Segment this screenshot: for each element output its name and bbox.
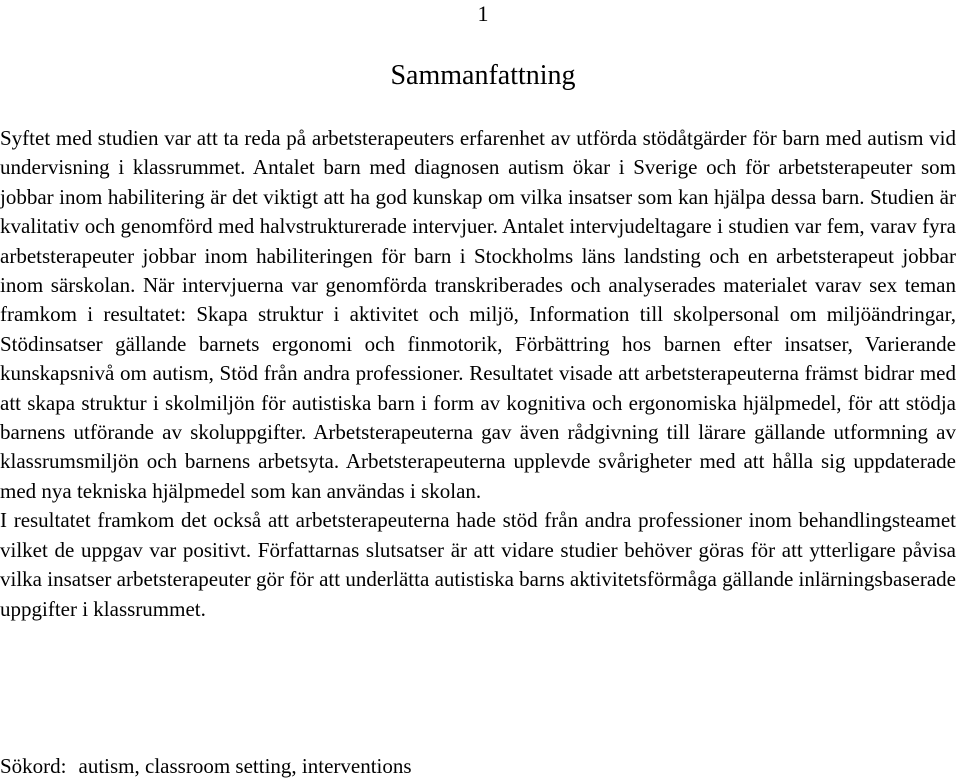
keywords-line [0,752,412,780]
abstract-paragraph-1: Syftet med studien var att ta reda på arbetsterapeuters erfarenhet av utförda stödåtgärder för barn med autism vid undervisning i klassrummet. Antalet barn med diagnosen autism ökar i Sverige och för arbetsterapeuter som jobbar inom habilitering är det viktigt att ha god kunskap om vilka insatser som kan hjälpa dessa barn. Studien är kvalitativ och genomförd med halvstrukturerade intervjuer. Antalet intervjudeltagare i studien var fem, varav fyra arbetsterapeuter jobbar inom habiliteringen för barn i Stockholms läns landsting och en arbetsterapeut jobbar inom särskolan. När intervjuerna var genomförda transkriberades och analyserades materialet varav sex teman framkom i resultatet: Skapa struktur i aktivitet och miljö, Information till skolpersonal om miljöändringar, Stödinsatser gällande barnets ergonomi och finmotorik, Förbättring hos barnen efter insatser, Varierande kunskapsnivå om autism, Stöd från andra professioner. Resultatet visade att arbetsterapeuterna främst bidrar med att skapa struktur i skolmiljön för autistiska barn i form av kognitiva och ergonomiska hjälpmedel, för att stödja barnens utförande av skoluppgifter. Arbetsterapeuterna gav även rådgivning till lärare gällande utformning av klassrumsmiljön och barnens arbetsyta. Arbetsterapeuterna upplevde svårigheter med att hålla sig uppdaterade med nya tekniska hjälpmedel som kan användas i skolan. [0,126,956,503]
page-number: 1 [477,1,489,26]
keywords-label: Sökord: [0,754,67,778]
keywords-list: autism, classroom setting, interventions [78,754,412,778]
abstract-paragraph-2: I resultatet framkom det också att arbetsterapeuterna hade stöd från andra professioner inom behandlingsteamet vilket de uppgav var positivt. Författarnas slutsatser är att vidare studier behöver göras för att ytterligare påvisa vilka insatser arbetsterapeuter gör för att underlätta autistiska barns aktivitetsförmåga gällande inlärningsbaserade uppgifter i klassrummet. [0,508,956,621]
page-title: Sammanfattning [390,60,576,91]
abstract-body [0,124,956,624]
